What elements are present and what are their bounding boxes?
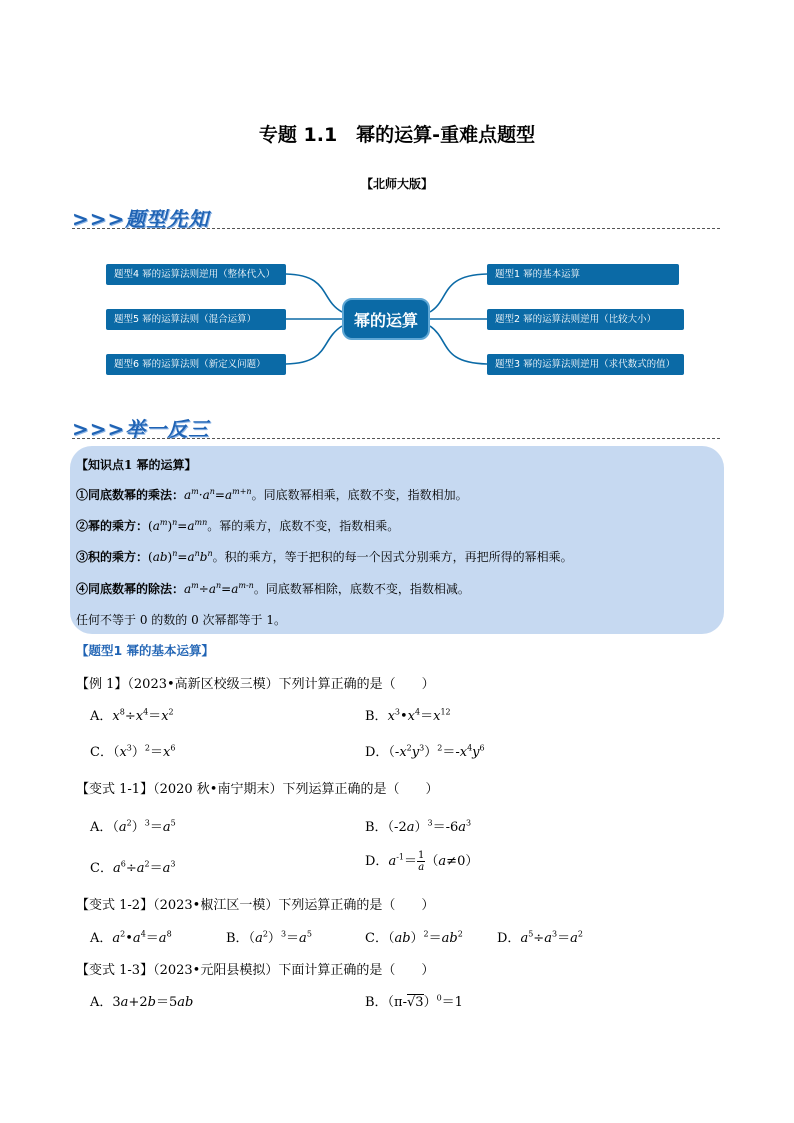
- banner-practice: >>>举一反三: [72, 417, 210, 441]
- v12-option-a: A．$a^2•a^4=a^8$: [90, 929, 172, 946]
- v11-option-c: C．$a^6\div a^2=a^3$: [90, 859, 176, 876]
- v11-option-b: B．$(-2a)^3=-6a^3$: [365, 818, 472, 835]
- mindmap-topic-1: 题型1 幂的基本运算: [487, 264, 679, 285]
- ex1-option-c: C．$(x^3)^2=x^6$: [90, 743, 176, 760]
- v12-option-c: C．$(ab)^2=ab^2$: [365, 929, 463, 946]
- rule-product: ①同底数幂的乘法：$a^m\cdot a^n=a^{m+n}$。同底数幂相乘，底数不变，指数相加。: [76, 487, 468, 502]
- rule-power: ②幂的乘方：$(a^m)^n=a^{mn}$。幂的乘方，底数不变，指数相乘。: [76, 518, 400, 533]
- mindmap-topic-5: 题型5 幂的运算法则（混合运算）: [106, 309, 286, 330]
- mindmap-topic-6: 题型6 幂的运算法则（新定义问题）: [106, 354, 286, 375]
- rule-product-power: ③积的乘方：$(ab)^n=a^nb^n$。积的乘方，等于把积的每一个因式分别乘方，再把所得的幂相乘。: [76, 549, 573, 564]
- mindmap-center: 幂的运算: [342, 298, 430, 340]
- knowledge-panel: [70, 446, 724, 634]
- ex1-option-d: D．$(-x^2y^3)^2=-x^4y^6$: [365, 743, 485, 760]
- mindmap-topic-3: 题型3 幂的运算法则逆用（求代数式的值）: [487, 354, 684, 375]
- ex1-option-b: B．$x^3•x^4=x^{12}$: [365, 707, 451, 724]
- v12-option-b: B．$(a^2)^3=a^5$: [226, 929, 312, 946]
- page-title: 专题 1.1 幂的运算-重难点题型: [258, 124, 536, 146]
- v12-option-d: D．$a^5\div a^3=a^2$: [497, 929, 583, 946]
- v13-option-b: B．$(\pi-√3)^0=1$: [365, 993, 463, 1010]
- knowledge-heading: 【知识点1 幂的运算】: [76, 458, 197, 472]
- edition-label: 【北师大版】: [360, 177, 433, 191]
- divider: [72, 438, 720, 439]
- variant-1-1-stem: 【变式 1-1】（2020 秋•南宁期末）下列运算正确的是（ ）: [76, 782, 439, 797]
- banner-question-types: >>>题型先知: [72, 207, 210, 231]
- variant-1-3-stem: 【变式 1-3】（2023•元阳县模拟）下面计算正确的是（ ）: [76, 963, 435, 978]
- v11-option-a: A．$(a^2)^3=a^5$: [90, 818, 176, 835]
- example-1-stem: 【例 1】（2023•高新区校级三模）下列计算正确的是（ ）: [76, 677, 435, 692]
- mindmap-topic-4: 题型4 幂的运算法则逆用（整体代入）: [106, 264, 286, 285]
- v11-option-d: D．$a^{-1}=$ $\frac{1}{a}$ （a≠0）: [365, 850, 479, 873]
- ex1-option-a: A．$x^8\div x^4=x^2$: [90, 707, 174, 724]
- mindmap-topic-2: 题型2 幂的运算法则逆用（比较大小）: [487, 309, 684, 330]
- rule-quotient: ④同底数幂的除法：$a^m\div a^n=a^{m-n}$。同底数幂相除，底数不变，指数相减。: [76, 581, 470, 596]
- variant-1-2-stem: 【变式 1-2】（2023•椒江区一模）下列运算正确的是（ ）: [76, 898, 435, 913]
- v13-option-a: A．3a+2b＝5ab: [90, 995, 194, 1010]
- rule-zero-power: 任何不等于 0 的数的 0 次幂都等于 1。: [76, 613, 286, 627]
- section-heading: 【题型1 幂的基本运算】: [76, 643, 215, 658]
